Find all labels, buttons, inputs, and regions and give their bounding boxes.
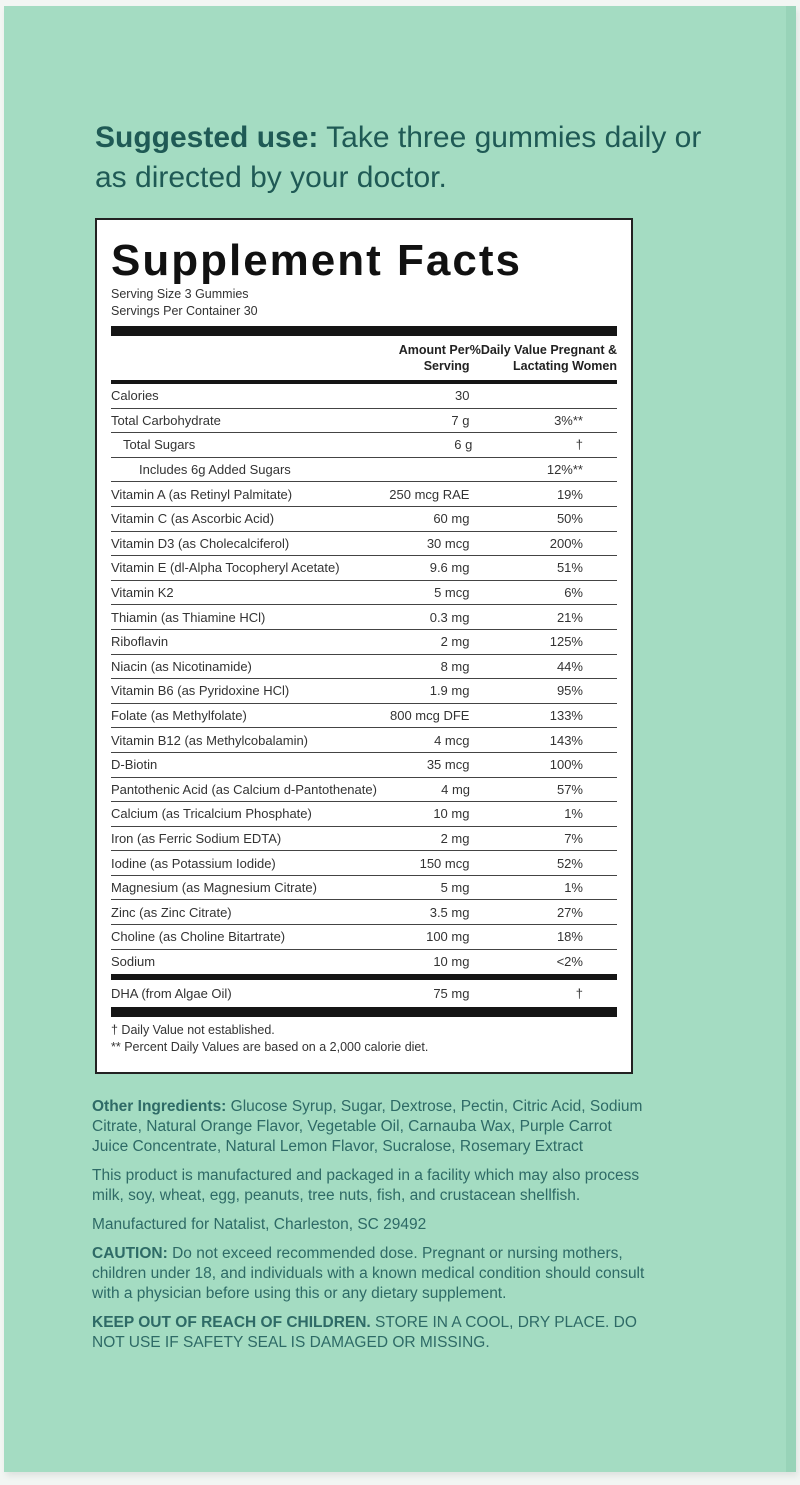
nutrient-dv: 1%	[564, 880, 583, 896]
manufacturer: Manufactured for Natalist, Charleston, SC 29492	[92, 1216, 427, 1233]
allergen-statement: This product is manufactured and packaged in a facility which may also process milk, soy, wheat, egg, peanuts, tree nuts, fish, and crustacean shellfish.	[92, 1167, 640, 1204]
nutrient-dv: 44%	[556, 658, 583, 674]
nutrient-row	[111, 384, 617, 409]
nutrient-amount: 100 mg	[426, 929, 470, 945]
nutrient-amount: 75 mg	[433, 986, 470, 1002]
nutrient-name: Niacin (as Nicotinamide)	[111, 658, 252, 674]
nutrient-dv: 21%	[556, 609, 583, 625]
suggested-use-label: Suggested use:	[95, 121, 319, 154]
nutrient-row	[111, 900, 617, 925]
nutrient-name: Vitamin C (as Ascorbic Acid)	[111, 511, 275, 527]
package-text	[92, 1097, 652, 1362]
facts-header	[111, 336, 617, 384]
nutrient-name: Sodium	[111, 954, 156, 970]
nutrient-row	[111, 827, 617, 852]
other-ingredients	[92, 1097, 652, 1157]
nutrient-name: DHA (from Algae Oil)	[111, 986, 232, 1002]
nutrient-row	[111, 950, 617, 975]
nutrient-name: Choline (as Choline Bitartrate)	[111, 929, 286, 945]
nutrient-dv: 6%	[564, 585, 583, 601]
nutrient-dv: 51%	[556, 560, 583, 576]
nutrient-row	[111, 728, 617, 753]
nutrient-amount: 2 mg	[440, 634, 470, 650]
nutrient-amount: 60 mg	[433, 511, 470, 527]
nutrient-amount: 0.3 mg	[429, 609, 470, 625]
nutrient-row	[111, 605, 617, 630]
nutrient-name: Total Sugars	[123, 437, 196, 453]
nutrient-name: Zinc (as Zinc Citrate)	[111, 904, 232, 920]
nutrient-name: Vitamin D3 (as Cholecalciferol)	[111, 535, 290, 551]
nutrient-row	[111, 704, 617, 729]
caution	[92, 1244, 652, 1304]
keep-out-text: STORE IN A COOL, DRY PLACE. DO NOT USE IF SAFETY SEAL IS DAMAGED OR MISSING.	[92, 1314, 637, 1351]
nutrient-amount: 800 mcg DFE	[389, 708, 470, 724]
divider-bottom	[111, 1007, 617, 1017]
nutrient-row	[111, 433, 617, 458]
footnote-dv: † Daily Value not established.	[111, 1023, 275, 1038]
servings-per-container: Servings Per Container 30	[111, 304, 258, 318]
nutrient-row	[111, 581, 617, 606]
nutrient-row	[111, 458, 617, 483]
nutrient-name: Magnesium (as Magnesium Citrate)	[111, 880, 317, 896]
nutrient-name: D-Biotin	[111, 757, 158, 773]
header-daily-value: %Daily Value Pregnant & Lactating Women	[469, 343, 617, 373]
nutrient-dv: 19%	[556, 486, 583, 502]
nutrient-dv: 57%	[556, 781, 583, 797]
nutrient-dv: 52%	[556, 855, 583, 871]
nutrient-amount: 10 mg	[433, 806, 470, 822]
nutrient-dv: 18%	[556, 929, 583, 945]
nutrient-dv: 133%	[549, 708, 583, 724]
divider-thick	[111, 326, 617, 336]
nutrient-name: Riboflavin	[111, 634, 169, 650]
nutrient-amount: 3.5 mg	[429, 904, 470, 920]
keep-out-label: KEEP OUT OF REACH OF CHILDREN.	[92, 1314, 371, 1331]
nutrient-dv: 143%	[549, 732, 583, 748]
nutrient-amount: 30 mcg	[426, 535, 470, 551]
nutrient-amount: 10 mg	[433, 954, 470, 970]
nutrient-amount: 4 mcg	[434, 732, 470, 748]
nutrient-amount: 2 mg	[440, 830, 470, 846]
nutrient-row	[111, 778, 617, 803]
nutrient-name: Vitamin B6 (as Pyridoxine HCl)	[111, 683, 290, 699]
nutrient-name: Iodine (as Potassium Iodide)	[111, 855, 276, 871]
nutrient-dv: 3%**	[554, 412, 583, 428]
nutrient-row	[111, 507, 617, 532]
nutrient-row	[111, 925, 617, 950]
nutrient-dv: †	[575, 437, 583, 453]
nutrient-name: Vitamin K2	[111, 585, 174, 601]
nutrient-amount: 35 mcg	[426, 757, 470, 773]
nutrient-name: Total Carbohydrate	[111, 412, 221, 428]
nutrient-dv: 7%	[564, 830, 583, 846]
nutrient-amount: 250 mcg RAE	[389, 486, 470, 502]
nutrient-row	[111, 630, 617, 655]
nutrient-amount: 9.6 mg	[429, 560, 470, 576]
other-ingredients-label: Other Ingredients:	[92, 1098, 227, 1115]
nutrient-name: Thiamin (as Thiamine HCl)	[111, 609, 266, 625]
keep-out-warning	[92, 1313, 652, 1353]
nutrient-amount: 8 mg	[440, 658, 470, 674]
nutrient-name: Includes 6g Added Sugars	[139, 462, 291, 478]
nutrient-dv: 50%	[556, 511, 583, 527]
nutrient-name: Vitamin E (dl-Alpha Tocopheryl Acetate)	[111, 560, 340, 576]
nutrient-dv: 200%	[549, 535, 583, 551]
suggested-use-text: Take three gummies daily or as directed by your doctor.	[95, 121, 702, 194]
nutrient-amount: 4 mg	[441, 781, 471, 797]
nutrient-row	[111, 556, 617, 581]
nutrient-row	[111, 655, 617, 680]
caution-label: CAUTION:	[92, 1245, 168, 1262]
header-amount: Amount Per Serving	[398, 343, 470, 373]
nutrient-dv: 27%	[556, 904, 583, 920]
nutrient-amount: 1.9 mg	[429, 683, 470, 699]
dha-row	[111, 980, 617, 1007]
nutrient-row	[111, 753, 617, 778]
nutrient-dv: <2%	[556, 954, 583, 970]
nutrient-name: Pantothenic Acid (as Calcium d-Pantothenate)	[111, 781, 377, 797]
nutrient-dv: 12%**	[546, 462, 583, 478]
nutrient-row	[111, 876, 617, 901]
suggested-use	[95, 118, 715, 198]
footnote-percent: ** Percent Daily Values are based on a 2,000 calorie diet.	[111, 1040, 429, 1055]
serving-size: Serving Size 3 Gummies	[111, 287, 249, 301]
nutrient-amount: 5 mcg	[434, 585, 470, 601]
facts-title: Supplement Facts	[111, 236, 522, 285]
nutrient-name: Calories	[111, 388, 159, 404]
nutrient-row	[111, 679, 617, 704]
nutrient-amount: 6 g	[454, 437, 473, 453]
nutrient-rows	[111, 384, 617, 974]
nutrient-name: Vitamin A (as Retinyl Palmitate)	[111, 486, 293, 502]
nutrient-amount: 150 mcg	[419, 855, 470, 871]
other-ingredients-text: Glucose Syrup, Sugar, Dextrose, Pectin, Citric Acid, Sodium Citrate, Natural Orange Flavor, Vegetable Oil, Carnauba Wax, Purple Carrot Juice Concentrate, Natural Lemon Flavor, Sucralose, Rosemary Extract	[92, 1098, 643, 1155]
nutrient-row	[111, 482, 617, 507]
nutrient-row	[111, 409, 617, 434]
package-edge	[786, 6, 796, 1472]
nutrient-amount: 5 mg	[440, 880, 470, 896]
nutrient-name: Calcium (as Tricalcium Phosphate)	[111, 806, 312, 822]
nutrient-name: Iron (as Ferric Sodium EDTA)	[111, 830, 282, 846]
nutrient-dv: †	[575, 986, 583, 1002]
nutrient-row	[111, 802, 617, 827]
supplement-facts-panel	[95, 218, 633, 1074]
nutrient-row	[111, 532, 617, 557]
nutrient-dv: 100%	[549, 757, 583, 773]
nutrient-amount: 7 g	[451, 412, 470, 428]
nutrient-dv: 1%	[564, 806, 583, 822]
nutrient-amount: 30	[455, 388, 470, 404]
nutrient-name: Vitamin B12 (as Methylcobalamin)	[111, 732, 309, 748]
nutrient-name: Folate (as Methylfolate)	[111, 708, 247, 724]
nutrient-dv: 125%	[549, 634, 583, 650]
nutrient-row	[111, 851, 617, 876]
nutrient-dv: 95%	[556, 683, 583, 699]
caution-text: Do not exceed recommended dose. Pregnant or nursing mothers, children under 18, and individuals with a known medical condition should consult with a physician before using this or any dietary supplement.	[92, 1245, 645, 1302]
